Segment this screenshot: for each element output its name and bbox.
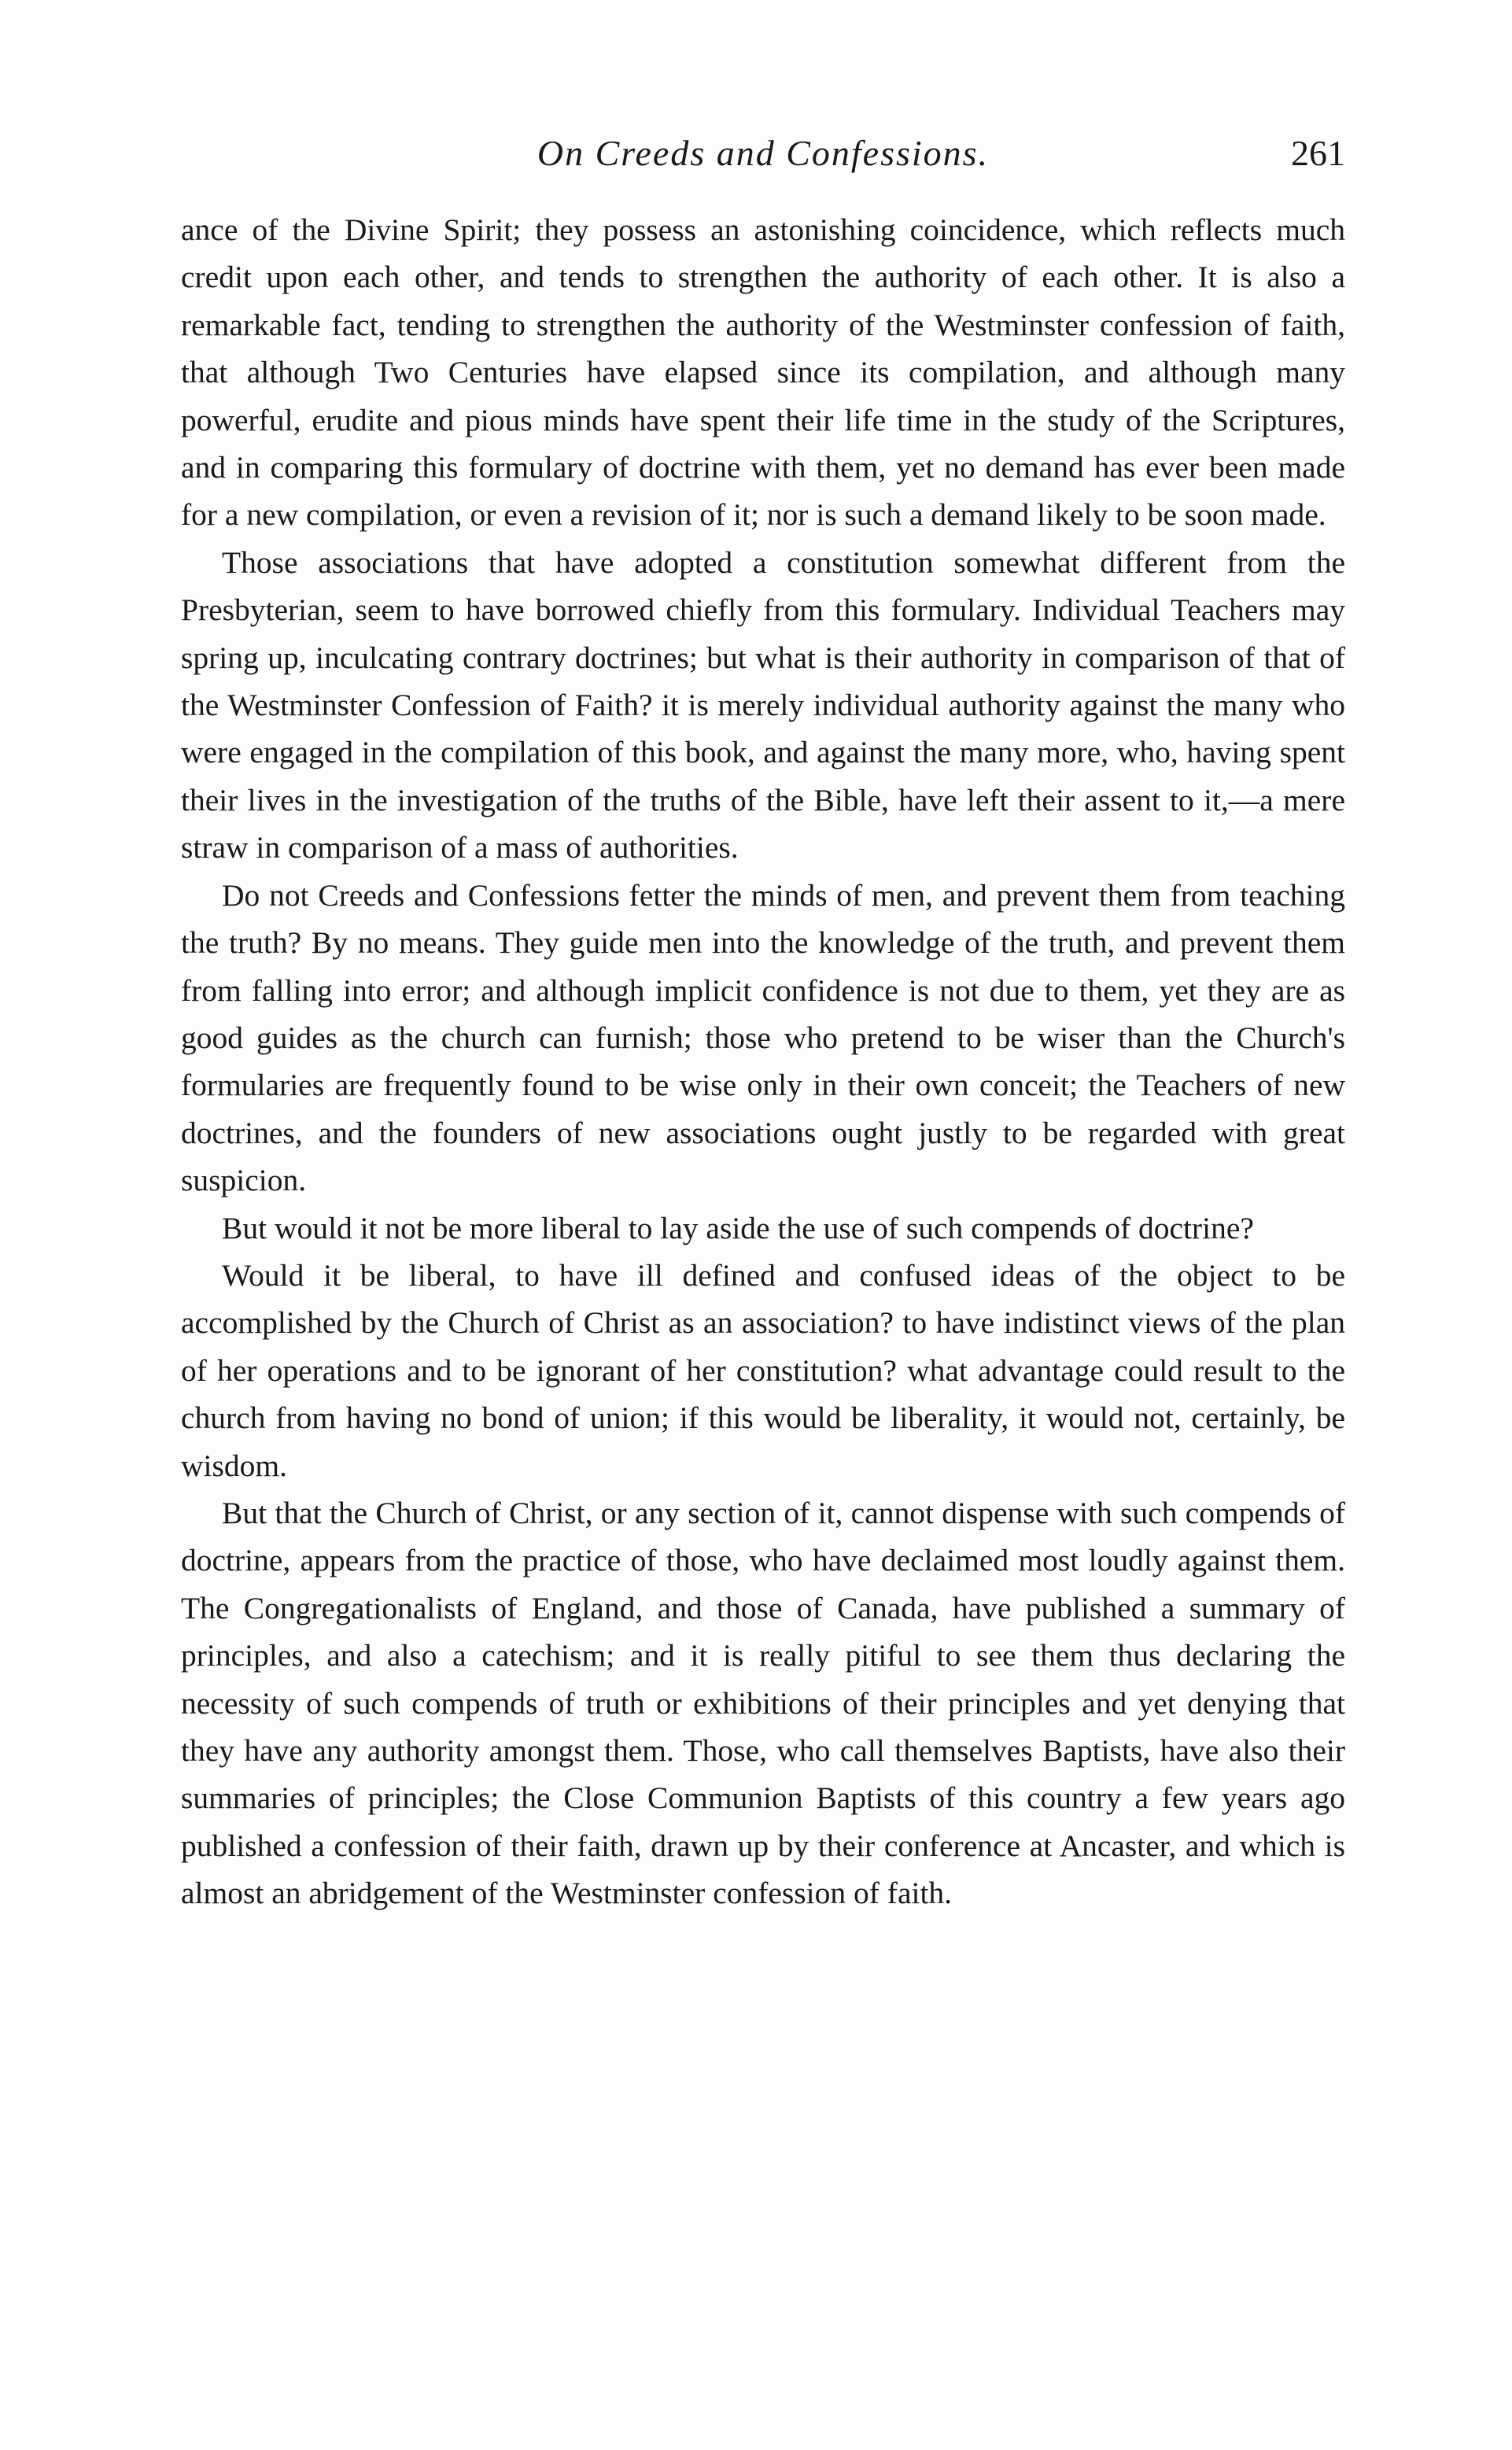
paragraph: Those associations that have adopted a constitution somewhat different from the Presbyterian, seem to have borrowed chiefly from this formulary. Individual Teachers may spring up, inculcating contrary doctrines; but what is their authority in comparison of that of the Westminster Confession of Faith? it is merely individual authority against the many who were engaged in the compilation of this book, and against the many more, who, having spent their lives in the investigation of the truths of the Bible, have left their assent to it,—a mere straw in comparison of a mass of authorities. bbox=[181, 544, 1345, 865]
paragraph: But would it not be more liberal to lay aside the use of such compends of doctrine? bbox=[222, 1210, 1254, 1245]
page-number: 261 bbox=[1291, 133, 1345, 173]
body-text bbox=[181, 206, 1345, 1917]
paragraph: But that the Church of Christ, or any section of it, cannot dispense with such compends of doctrine, appears from the practice of those, who have declaimed most loudly against them. The Congregationalists of England, and those of Canada, have published a summary of principles, and also a catechism; and it is really pitiful to see them thus declaring the necessity of such compends of truth or exhibitions of their principles and yet denying that they have any authority amongst them. Those, who call themselves Baptists, have also their summaries of principles; the Close Communion Baptists of this country a few years ago published a confession of their faith, drawn up by their conference at Ancaster, and which is almost an abridgement of the Westminster confession of faith. bbox=[181, 1495, 1345, 1911]
paragraph: Would it be liberal, to have ill defined and confused ideas of the object to be accomplished by the Church of Christ as an association? to have indistinct views of the plan of her operations and to be ignorant of her constitution? what advantage could result to the church from having no bond of union; if this would be liberality, it would not, certainly, be wisdom. bbox=[181, 1257, 1345, 1483]
running-title: On Creeds and Confessions. bbox=[537, 133, 990, 173]
paragraph: Do not Creeds and Confessions fetter the minds of men, and prevent them from teaching the truth? By no means. They guide men into the knowledge of the truth, and prevent them from falling into error; and although implicit confidence is not due to them, yet they are as good guides as the church can furnish; those who pretend to be wiser than the Church's formularies are frequently found to be wise only in their own conceit; the Teachers of new doctrines, and the founders of new associations ought justly to be regarded with great suspicion. bbox=[181, 877, 1345, 1198]
paragraph: ance of the Divine Spirit; they possess an astonishing coincidence, which reflects much credit upon each other, and tends to strengthen the authority of each other. It is also a remarkable fact, tending to strengthen the authority of the Westminster confession of faith, that although Two Centuries have elapsed since its compilation, and although many powerful, erudite and pious minds have spent their life time in the study of the Scriptures, and in comparing this formulary of doctrine with them, yet no demand has ever been made for a new compilation, or even a revision of it; nor is such a demand likely to be soon made. bbox=[181, 212, 1345, 533]
running-head bbox=[181, 132, 1345, 187]
